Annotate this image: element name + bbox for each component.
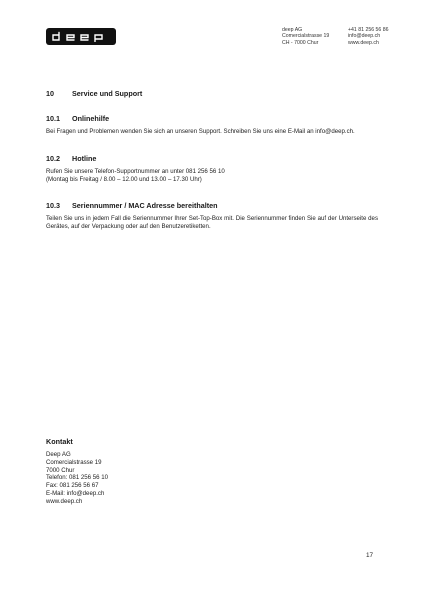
section-title: Hotline	[72, 154, 97, 163]
section-service-support	[46, 89, 378, 98]
contact-block	[46, 437, 108, 506]
header-company: deep AG	[282, 27, 303, 33]
contact-email[interactable]: E-Mail: info@deep.ch	[46, 489, 105, 497]
header-street: Comercialstrasse 19	[282, 33, 330, 40]
section-number: 10	[46, 89, 54, 98]
section-title: Seriennummer / MAC Adresse bereithalten	[72, 201, 218, 210]
contact-city: 7000 Chur	[46, 466, 75, 474]
paragraph-line: (Montag bis Freitag / 8.00 – 12.00 und 13.00 – 17.30 Uhr)	[46, 175, 202, 183]
contact-street: Comercialstrasse 19	[46, 458, 102, 466]
section-heading	[46, 114, 378, 123]
section-paragraph: Teilen Sie uns in jedem Fall die Seriennummer Ihrer Set-Top-Box mit. Die Seriennummer finden Sie auf der Unterseite des Gerätes, auf der Verpackung oder auf den Benutzeretiketten.	[46, 215, 378, 230]
header-phone: +41 81 256 56 86	[348, 27, 389, 33]
paragraph-line: Rufen Sie unsere Telefon-Supportnummer an unter 081 256 56 10	[46, 168, 225, 175]
section-number: 10.3	[46, 201, 60, 210]
contact-fax: Fax: 081 256 56 67	[46, 482, 99, 490]
section-hotline	[46, 154, 378, 183]
deep-logo-icon	[50, 31, 112, 42]
page-number: 17	[366, 552, 374, 559]
header-contact	[348, 27, 389, 46]
section-seriennummer	[46, 201, 378, 230]
contact-company: Deep AG	[46, 451, 71, 458]
header-city: CH - 7000 Chur	[282, 39, 319, 46]
section-number: 10.1	[46, 114, 60, 123]
section-heading	[46, 201, 378, 210]
header-email[interactable]: info@deep.ch	[348, 33, 381, 40]
section-title: Onlinehilfe	[72, 114, 110, 123]
section-paragraph	[46, 168, 378, 183]
contact-phone: Telefon: 081 256 56 10	[46, 474, 109, 482]
contact-title: Kontakt	[46, 437, 73, 446]
section-heading	[46, 89, 378, 98]
section-number: 10.2	[46, 154, 60, 163]
section-title: Service und Support	[72, 89, 143, 98]
section-heading	[46, 154, 378, 163]
company-logo	[46, 28, 116, 45]
header-website[interactable]: www.deep.ch	[348, 39, 379, 46]
header-address	[282, 27, 329, 46]
paragraph-line: Bei Fragen und Problemen wenden Sie sich an unseren Support. Schreiben Sie uns eine E-Mail an info@deep.ch.	[46, 128, 355, 135]
section-onlinehilfe	[46, 114, 378, 136]
section-paragraph	[46, 128, 378, 136]
contact-website[interactable]: www.deep.ch	[46, 497, 83, 505]
